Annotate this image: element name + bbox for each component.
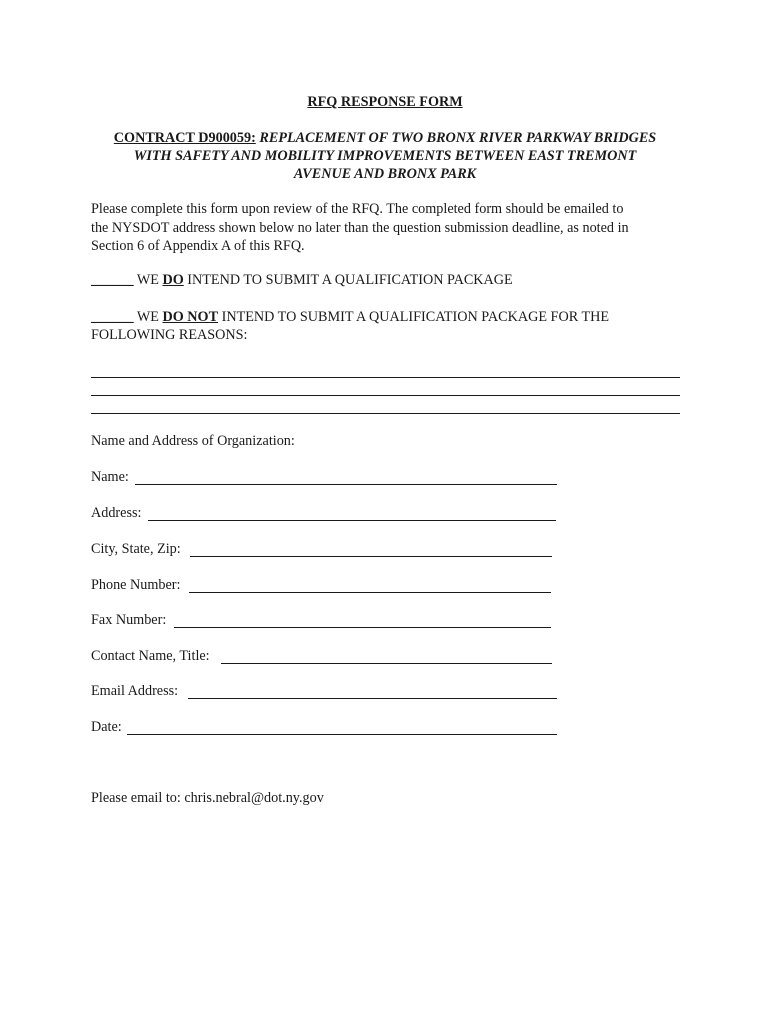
contract-heading	[80, 129, 690, 183]
email-address-label: Email Address:	[91, 683, 179, 699]
choice-do-not-text: INTEND TO SUBMIT A QUALIFICATION PACKAGE FOR THE	[218, 309, 610, 325]
choice-do-we: WE	[133, 272, 163, 288]
choice-do-not-text-line-2: FOLLOWING REASONS:	[91, 326, 248, 343]
name-field[interactable]	[135, 484, 557, 485]
choice-do-not-blank[interactable]: ______	[91, 309, 134, 325]
choice-do-emphasis: DO	[162, 272, 184, 288]
organization-heading: Name and Address of Organization:	[91, 433, 295, 449]
contract-description-line-3: AVENUE AND BRONX PARK	[293, 166, 477, 182]
choice-do-intend[interactable]	[91, 272, 513, 289]
instructions-line: Section 6 of Appendix A of this RFQ.	[91, 238, 305, 254]
address-field[interactable]	[148, 520, 556, 521]
city-state-zip-label: City, State, Zip:	[91, 541, 181, 557]
form-title: RFQ RESPONSE FORM	[307, 94, 463, 110]
name-label: Name:	[91, 469, 129, 485]
reason-line[interactable]	[91, 377, 680, 378]
fax-number-label: Fax Number:	[91, 612, 167, 628]
choice-do-not-emphasis: DO NOT	[162, 309, 219, 325]
instructions-line: the NYSDOT address shown below no later than the question submission deadline, as noted in	[91, 219, 629, 236]
reason-line[interactable]	[91, 413, 680, 414]
instructions-paragraph	[91, 200, 681, 256]
contact-name-title-field[interactable]	[221, 663, 552, 664]
contract-description-line-1: REPLACEMENT OF TWO BRONX RIVER PARKWAY BRIDGES	[255, 130, 657, 146]
phone-number-field[interactable]	[189, 592, 551, 593]
choice-do-blank[interactable]: ______	[91, 272, 134, 288]
city-state-zip-field[interactable]	[190, 556, 552, 557]
instructions-line: Please complete this form upon review of the RFQ. The completed form should be emailed to	[91, 201, 624, 217]
email-instructions: Please email to: chris.nebral@dot.ny.gov	[91, 790, 324, 806]
contact-name-title-label: Contact Name, Title:	[91, 648, 210, 664]
date-label: Date:	[91, 719, 122, 735]
choice-do-not-intend[interactable]	[91, 309, 609, 344]
choice-do-not-we: WE	[133, 309, 163, 325]
phone-number-label: Phone Number:	[91, 577, 181, 593]
date-field[interactable]	[127, 734, 557, 735]
contract-number: CONTRACT D900059:	[113, 130, 256, 146]
address-label: Address:	[91, 505, 142, 521]
choice-do-text: INTEND TO SUBMIT A QUALIFICATION PACKAGE	[183, 272, 513, 288]
contract-description-line-2: WITH SAFETY AND MOBILITY IMPROVEMENTS BETWEEN EAST TREMONT	[133, 148, 637, 164]
fax-number-field[interactable]	[174, 627, 551, 628]
reason-line[interactable]	[91, 395, 680, 396]
email-address-field[interactable]	[188, 698, 557, 699]
